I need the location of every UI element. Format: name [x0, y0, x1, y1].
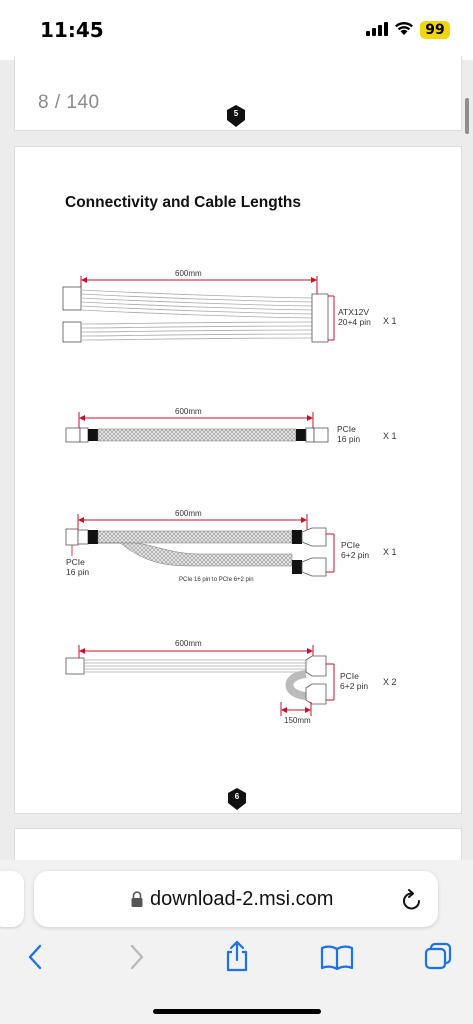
cable-length-label: 150mm [284, 716, 311, 725]
connector-name: PCIe [341, 540, 360, 550]
cable-atx12v [63, 276, 334, 342]
cable-length-label: 600mm [175, 639, 202, 648]
cable-pcie-6plus2-dual [66, 645, 334, 716]
cable-length-label: 600mm [175, 269, 202, 278]
connector-name: PCIe [66, 557, 85, 567]
quantity-label: X 1 [383, 431, 397, 441]
connector-pins: 16 pin [337, 434, 361, 444]
connector-label [66, 557, 89, 577]
page-indicator: 8 / 140 [38, 92, 100, 113]
connector-pins: 6+2 pin [340, 681, 369, 691]
cable-pcie-16pin [66, 412, 328, 442]
cable-note: PCIe 16 pin to PCIe 6+2 pin [179, 577, 254, 583]
quantity-label: X 2 [383, 677, 397, 687]
share-icon[interactable] [224, 940, 250, 972]
url-text[interactable]: download-2.msi.com [150, 888, 334, 910]
page-number-badge: 5 [226, 105, 246, 127]
back-icon[interactable] [26, 944, 44, 970]
cable-length-label: 600mm [175, 509, 202, 518]
tabs-icon[interactable] [424, 942, 452, 970]
home-indicator [153, 1009, 321, 1014]
connector-pins: 20+4 pin [338, 317, 371, 327]
connector-label [337, 424, 360, 444]
cable-length-label: 600mm [175, 407, 202, 416]
connector-name: ATX12V [338, 307, 370, 317]
connector-label [341, 540, 369, 560]
connector-name: PCIe [337, 424, 356, 434]
connector-name: PCIe [340, 671, 359, 681]
connector-label [338, 307, 371, 327]
reload-icon[interactable] [401, 887, 423, 911]
previous-tab-preview[interactable] [0, 871, 24, 927]
document-title: Connectivity and Cable Lengths [65, 194, 301, 211]
connector-pins: 6+2 pin [341, 550, 370, 560]
lock-icon [130, 890, 144, 908]
page-number-badge: 6 [227, 788, 247, 810]
cable-pcie-16pin-to-6plus2 [66, 514, 334, 576]
bookmarks-icon[interactable] [320, 944, 354, 970]
forward-icon[interactable] [128, 944, 146, 970]
battery-indicator: 99 [420, 21, 450, 39]
quantity-label: X 1 [383, 316, 397, 326]
connector-pins: 16 pin [66, 567, 90, 577]
status-time: 11:45 [40, 18, 104, 42]
connector-label [340, 671, 368, 691]
quantity-label: X 1 [383, 547, 397, 557]
